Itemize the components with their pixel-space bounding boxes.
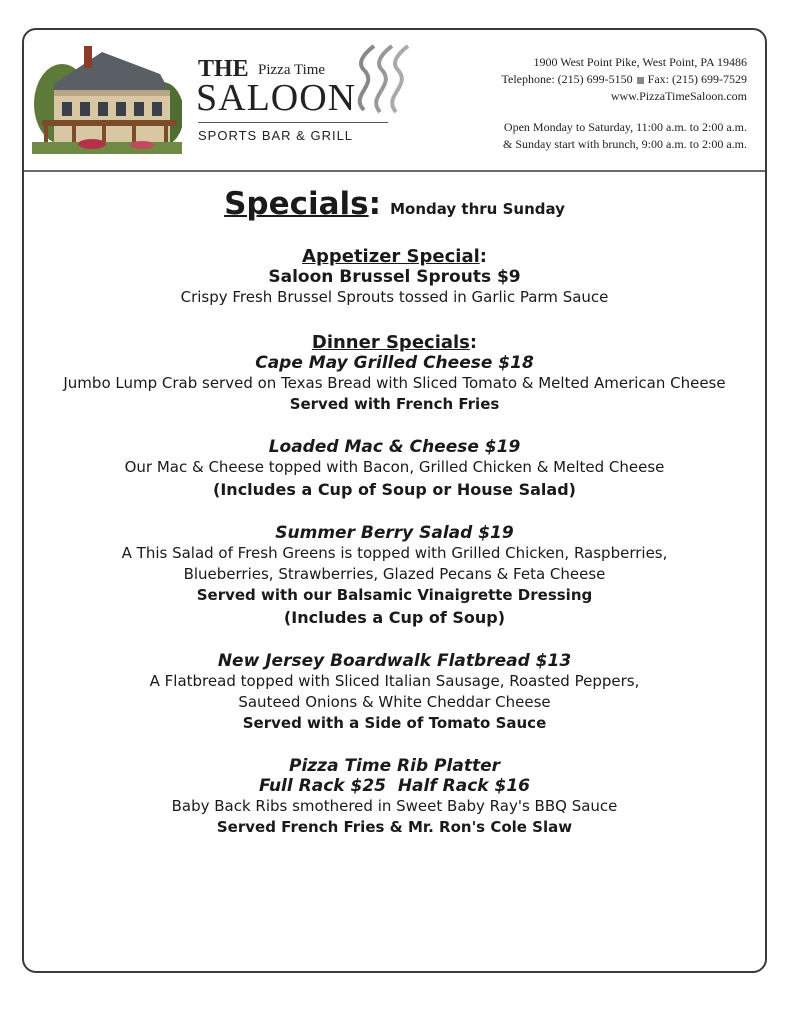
appetizer-section: Appetizer Special: Saloon Brussel Sprouts $9 Crispy Fresh Brussel Sprouts tossed in Garlic Parm Sauce	[24, 246, 765, 308]
item-desc: Blueberries, Strawberries, Glazed Pecans & Feta Cheese	[183, 565, 606, 583]
dinner-item	[24, 523, 765, 629]
appetizer-name: Saloon Brussel Sprouts $9	[268, 267, 521, 287]
item-note: Served French Fries & Mr. Ron's Cole Slaw	[216, 818, 573, 836]
saloon-logo	[194, 52, 434, 162]
item-note: (Includes a Cup of Soup)	[283, 608, 506, 627]
dinner-item	[24, 437, 765, 501]
dinner-section: Dinner Specials: Cape May Grilled Cheese $18 Jumbo Lump Crab served on Texas Bread with Sliced Tomato & Melted American Cheese Served with French Fries Loaded Mac & Cheese $19 Our Mac & Cheese topped with Bacon, Grilled Chicken & Melted Cheese (Includes a Cup of Soup or House Salad) Summer Berry Salad $19 A This Salad of Fresh Greens is topped with Grilled Chicken, Raspberries, Blueberries, Strawberries, Glazed Pecans & Feta Cheese Served with our Balsamic Vinaigrette Dressing (Includes a Cup of Soup) New Jersey Boardwalk Flatbread $13 A Flatbread topped with Sliced Italian Sausage, Roasted Peppers, Sauteed Onions & White Cheddar Cheese Served with a Side of Tomato Sauce Pizza Time Rib Platter Full Rack $25 Half Rack $16 Baby Back Ribs smothered in Sweet Baby Ray's BBQ Sauce Served French Fries & Mr. Ron's Cole Slaw	[24, 332, 765, 838]
smoke-swirl-icon	[344, 40, 424, 120]
item-name: Pizza Time Rib Platter	[289, 756, 500, 776]
restaurant-building-image	[32, 44, 182, 154]
hours-line-1: Open Monday to Saturday, 11:00 a.m. to 2:00 a.m.	[503, 120, 747, 134]
specials-subtitle: Monday thru Sunday	[390, 200, 565, 218]
logo-pizza-time: Pizza Time	[258, 62, 326, 78]
dinner-item	[24, 353, 765, 415]
dinner-item	[24, 756, 765, 838]
fax: Fax: (215) 699-7529	[647, 72, 747, 86]
separator-square-icon	[637, 77, 644, 84]
phone-fax	[502, 71, 747, 88]
item-note: (Includes a Cup of Soup or House Salad)	[213, 480, 576, 499]
telephone: Telephone: (215) 699-5150	[501, 72, 633, 86]
dinner-heading: Dinner Specials	[311, 332, 470, 353]
menu-frame	[22, 28, 767, 973]
item-name: Summer Berry Salad $19	[275, 523, 514, 543]
item-name: Loaded Mac & Cheese $19	[268, 437, 521, 457]
item-desc: Our Mac & Cheese topped with Bacon, Grilled Chicken & Melted Cheese	[124, 458, 665, 476]
item-desc: Jumbo Lump Crab served on Texas Bread with Sliced Tomato & Melted American Cheese	[63, 374, 726, 392]
logo-rule	[198, 122, 388, 123]
item-note: Served with a Side of Tomato Sauce	[242, 714, 547, 732]
item-price-line: Full Rack $25 Half Rack $16	[258, 776, 531, 796]
hours-line-2: & Sunday start with brunch, 9:00 a.m. to 2:00 a.m.	[503, 137, 747, 151]
item-note: Served with our Balsamic Vinaigrette Dressing	[196, 586, 593, 604]
item-name: Cape May Grilled Cheese $18	[255, 353, 534, 373]
logo-tagline: SPORTS BAR & GRILL	[198, 128, 354, 143]
address: 1900 West Point Pike, West Point, PA 19486	[533, 55, 747, 69]
item-note: Served with French Fries	[289, 395, 500, 413]
logo-the: THE	[198, 56, 249, 82]
item-desc: Sauteed Onions & White Cheddar Cheese	[238, 693, 551, 711]
specials-title: Specials	[224, 186, 369, 222]
specials-title-row: Specials: Monday thru Sunday	[224, 186, 565, 222]
menu-header	[24, 30, 765, 172]
item-desc: A This Salad of Fresh Greens is topped with Grilled Chicken, Raspberries,	[121, 544, 668, 562]
item-name: New Jersey Boardwalk Flatbread $13	[217, 651, 572, 671]
menu-content	[24, 180, 765, 838]
dinner-item	[24, 651, 765, 734]
logo-saloon: SALOON	[196, 77, 357, 119]
appetizer-desc: Crispy Fresh Brussel Sprouts tossed in Garlic Parm Sauce	[180, 288, 609, 306]
item-desc: A Flatbread topped with Sliced Italian Sausage, Roasted Peppers,	[149, 672, 640, 690]
website-link[interactable]: www.PizzaTimeSaloon.com	[610, 89, 747, 103]
item-desc: Baby Back Ribs smothered in Sweet Baby Ray's BBQ Sauce	[171, 797, 618, 815]
contact-info	[502, 54, 747, 153]
appetizer-heading: Appetizer Special	[302, 246, 480, 267]
